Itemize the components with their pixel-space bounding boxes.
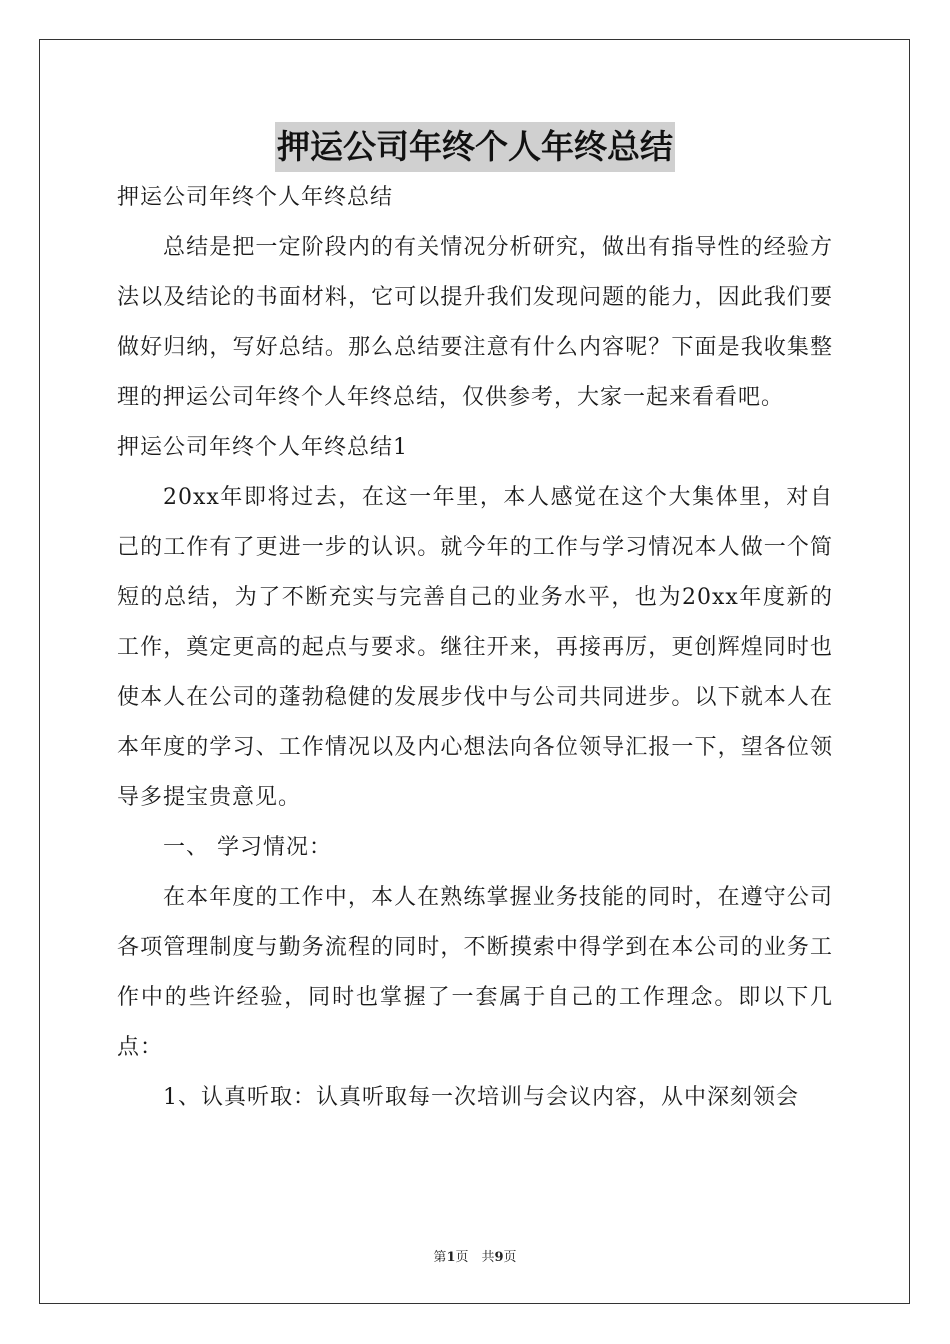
paragraph: 一、 学习情况： (163, 835, 332, 860)
page-mid: 页 共 (455, 1250, 495, 1265)
paragraph: 押运公司年终个人年终总结 (117, 185, 394, 210)
paragraph: 在本年度的工作中，本人在熟练掌握业务技能的同时，在遵守公司各项管理制度与勤务流程的同时，不断摸索中得学到在本公司的业务工作中的些许经验，同时也掌握了一套属于自己的工作理念。即以下几点： (117, 885, 833, 1060)
document-title: 押运公司年终个人年终总结 (275, 122, 675, 172)
page-total: 9 (494, 1250, 504, 1265)
document-body (117, 173, 833, 1123)
page-prefix: 第 (433, 1250, 447, 1265)
paragraph: 押运公司年终个人年终总结1 (117, 435, 408, 460)
page-suffix: 页 (503, 1250, 517, 1265)
page-footer (0, 1246, 950, 1265)
paragraph: 总结是把一定阶段内的有关情况分析研究，做出有指导性的经验方法以及结论的书面材料，它可以提升我们发现问题的能力，因此我们要做好归纳，写好总结。那么总结要注意有什么内容呢？下面是我收集整理的押运公司年终个人年终总结，仅供参考，大家一起来看看吧。 (117, 235, 833, 410)
title-container (0, 122, 950, 172)
paragraph: 20xx年即将过去，在这一年里，本人感觉在这个大集体里，对自己的工作有了更进一步的认识。就今年的工作与学习情况本人做一个简短的总结，为了不断充实与完善自己的业务水平，也为20xx年度新的工作，奠定更高的起点与要求。继往开来，再接再厉，更创辉煌同时也使本人在公司的蓬勃稳健的发展步伐中与公司共同进步。以下就本人在本年度的学习、工作情况以及内心想法向各位领导汇报一下，望各位领导多提宝贵意见。 (117, 485, 833, 810)
paragraph: 1、认真听取：认真听取每一次培训与会议内容，从中深刻领会 (163, 1085, 799, 1110)
page-current: 1 (446, 1250, 456, 1265)
